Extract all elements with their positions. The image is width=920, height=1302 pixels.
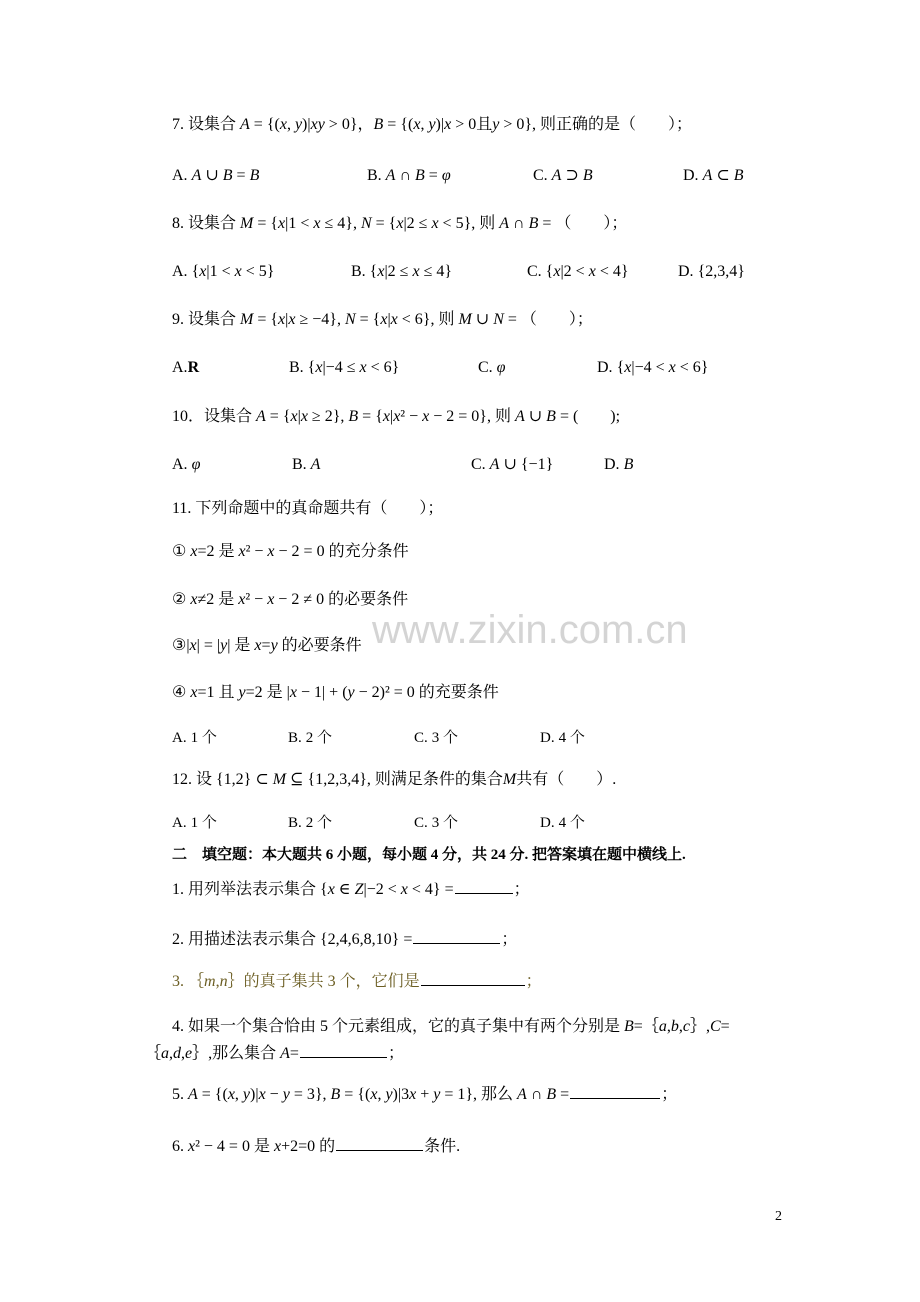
- math-variable: B: [733, 167, 744, 184]
- option-b: [367, 166, 451, 186]
- option-text: A ∪ {−1}: [489, 456, 554, 473]
- question-11-options: [0, 728, 920, 748]
- statement-3: ③|x| = |y| 是 x=y 的必要条件: [172, 637, 362, 654]
- option-a: [172, 358, 199, 378]
- statement-4: ④ x=1 且 y=2 是 |x − 1| + (y − 2)² = 0 的充要条件: [172, 684, 499, 701]
- option-c: [414, 728, 458, 748]
- math-variable: y: [294, 116, 303, 133]
- math-variable: A: [256, 408, 266, 425]
- option-text: {2,3,4}: [697, 263, 745, 280]
- math-variable: b: [670, 1018, 679, 1035]
- math-variable: y: [492, 116, 500, 133]
- answer-blank: [336, 1136, 423, 1151]
- statement-1: ① x=2 是 x² − x − 2 = 0 的充分条件: [172, 543, 409, 560]
- option-b: [288, 813, 332, 833]
- option-text: [624, 456, 634, 473]
- math-variable: y: [428, 116, 436, 133]
- math-variable: x: [199, 263, 207, 280]
- option-text: 2 个: [305, 730, 333, 746]
- option-text: 3 个: [431, 815, 459, 831]
- math-variable: x: [273, 1138, 282, 1155]
- math-variable: y: [220, 637, 228, 654]
- math-variable: A: [191, 167, 202, 184]
- answer-blank: [300, 1043, 387, 1058]
- answer-blank: [455, 879, 513, 894]
- option-label: A.: [172, 263, 188, 280]
- math-variable: x: [227, 1086, 235, 1103]
- math-variable: m: [204, 973, 216, 990]
- math-variable: B: [222, 167, 233, 184]
- option-text: 4 个: [558, 815, 585, 831]
- option-label: B.: [292, 456, 307, 473]
- fill-item-1: [172, 879, 530, 900]
- option-label: B.: [288, 815, 302, 831]
- math-variable: A: [385, 167, 396, 184]
- math-variable: A: [280, 1045, 290, 1062]
- option-label: A.: [172, 815, 187, 831]
- option-label: C.: [471, 456, 486, 473]
- option-text: 3 个: [431, 730, 459, 746]
- math-variable: B: [546, 408, 556, 425]
- option-d: [540, 813, 585, 833]
- math-variable: x: [258, 1086, 266, 1103]
- math-variable: A: [310, 456, 321, 473]
- answer-blank: [421, 971, 525, 986]
- option-text: [311, 456, 321, 473]
- math-variable: x: [444, 116, 452, 133]
- math-variable: A: [702, 167, 713, 184]
- math-variable: x: [290, 408, 298, 425]
- section-heading: 二 填空题：本大题共 6 小题，每小题 4 分，共 24 分. 把答案填在题中横线上.: [172, 847, 686, 863]
- fill-item-3: [172, 971, 542, 992]
- fill-item-text: 1. 用列举法表示集合 {x ∈ Z|−2 < x < 4} =: [172, 881, 454, 898]
- option-label: C.: [414, 815, 428, 831]
- math-variable: x: [422, 408, 430, 425]
- option-text: {x|2 < x < 4}: [545, 263, 629, 280]
- math-variable: x: [400, 881, 408, 898]
- math-variable: y: [317, 116, 325, 133]
- option-a: [172, 262, 274, 282]
- option-label: D.: [540, 815, 555, 831]
- fill-item-6: [172, 1136, 460, 1157]
- math-variable: x: [380, 311, 388, 328]
- option-label: B.: [288, 730, 302, 746]
- fill-item-5: [172, 1084, 677, 1105]
- fill-item-end: ；: [387, 1045, 404, 1062]
- math-variable: x: [370, 1086, 378, 1103]
- math-variable: x: [553, 263, 561, 280]
- math-variable: C: [709, 1018, 721, 1035]
- option-label: C.: [533, 167, 548, 184]
- math-variable: M: [502, 771, 517, 788]
- math-variable: y: [238, 684, 246, 701]
- math-variable: B: [330, 1086, 341, 1103]
- question-9-stem: 9. 设集合 M = {x|x ≥ −4}, N = {x|x < 6}, 则 M ∪ N = （ ）；: [172, 311, 593, 328]
- option-text: {x|2 ≤ x ≤ 4}: [369, 263, 453, 280]
- page-number: 2: [775, 1209, 782, 1224]
- math-variable: x: [377, 263, 385, 280]
- math-variable: x: [382, 408, 390, 425]
- math-variable: A: [188, 1086, 198, 1103]
- option-label: D.: [604, 456, 620, 473]
- option-d: [604, 455, 633, 475]
- math-variable: x: [396, 215, 404, 232]
- option-label: A.: [172, 359, 188, 376]
- math-variable: B: [582, 167, 593, 184]
- math-variable: B: [249, 167, 260, 184]
- question-12-options: [0, 813, 920, 833]
- option-c: [471, 455, 553, 475]
- option-text: A ⊂ B: [702, 167, 744, 184]
- math-variable: N: [344, 311, 356, 328]
- math-variable: x: [359, 359, 367, 376]
- option-label: C.: [478, 359, 493, 376]
- math-variable: B: [528, 215, 539, 232]
- math-variable: A: [499, 215, 510, 232]
- option-c: [527, 262, 629, 282]
- option-a: [172, 166, 259, 186]
- math-variable: x: [238, 543, 246, 560]
- option-b: [351, 262, 452, 282]
- fill-item-text: ｛a,d,e｝,那么集合 A=: [145, 1045, 299, 1062]
- math-variable: A: [551, 167, 562, 184]
- math-variable: x: [313, 215, 321, 232]
- math-variable: x: [412, 263, 420, 280]
- fill-item-end: ；: [661, 1086, 678, 1103]
- math-variable: x: [278, 311, 286, 328]
- option-label: D.: [683, 167, 699, 184]
- math-variable: a: [658, 1018, 667, 1035]
- option-c: [478, 358, 506, 378]
- math-variable: x: [188, 1138, 196, 1155]
- option-d: [540, 728, 585, 748]
- math-variable: d: [173, 1045, 182, 1062]
- math-variable: x: [289, 684, 297, 701]
- math-variable: M: [240, 215, 254, 232]
- math-variable: x: [315, 359, 323, 376]
- option-label: A.: [172, 456, 188, 473]
- fill-item-end: ；: [513, 881, 530, 898]
- math-variable: x: [393, 408, 401, 425]
- option-b: [289, 358, 399, 378]
- math-variable: x: [238, 591, 246, 608]
- math-variable: A: [514, 408, 525, 425]
- question-7-stem: 7. 设集合 A = {(x, y)|xy > 0}，B = {(x, y)|x > 0且y > 0}, 则正确的是（ ）；: [172, 116, 693, 133]
- math-variable: c: [682, 1018, 690, 1035]
- math-variable: x: [267, 591, 275, 608]
- question-10-stem: 10．设集合 A = {x|x ≥ 2}, B = {x|x² − x − 2 = 0}, 则 A ∪ B = ( );: [172, 408, 621, 425]
- math-variable: N: [493, 311, 504, 328]
- option-label: D.: [678, 263, 694, 280]
- math-variable: x: [254, 637, 262, 654]
- math-variable: x: [413, 116, 421, 133]
- option-text: A ⊃ B: [551, 167, 593, 184]
- math-variable: y: [282, 1086, 290, 1103]
- math-variable: x: [624, 359, 632, 376]
- math-variable: M: [458, 311, 472, 328]
- option-text: 2 个: [305, 815, 333, 831]
- math-variable: y: [347, 684, 355, 701]
- math-variable: B: [415, 167, 425, 184]
- option-label: C.: [414, 730, 428, 746]
- answer-blank: [570, 1084, 660, 1099]
- option-a: [172, 813, 217, 833]
- math-variable: B: [373, 116, 384, 133]
- fill-item-text: 5. A = {(x, y)|x − y = 3}, B = {(x, y)|3x + y = 1}, 那么 A ∩ B =: [172, 1086, 570, 1103]
- math-variable: n: [219, 973, 228, 990]
- option-a: [172, 455, 200, 475]
- fill-item-4-line-2: [145, 1043, 404, 1064]
- math-variable: a: [161, 1045, 170, 1062]
- option-text: 1 个: [190, 815, 217, 831]
- option-b: [288, 728, 332, 748]
- math-variable: x: [278, 215, 286, 232]
- math-variable: A: [489, 456, 500, 473]
- math-variable: B: [624, 1018, 634, 1035]
- math-variable: y: [270, 637, 278, 654]
- math-variable: N: [360, 215, 372, 232]
- math-variable: φ: [191, 456, 201, 473]
- option-text: 4 个: [558, 730, 585, 746]
- fill-item-end: 条件.: [424, 1138, 461, 1155]
- answer-blank: [413, 929, 500, 944]
- option-label: C.: [527, 263, 542, 280]
- math-variable: x: [267, 543, 275, 560]
- math-variable: y: [242, 1086, 251, 1103]
- option-text: {x|−4 ≤ x < 6}: [307, 359, 400, 376]
- option-a: [172, 728, 217, 748]
- math-variable: B: [348, 408, 359, 425]
- option-label: A.: [172, 167, 188, 184]
- option-label: D.: [540, 730, 555, 746]
- math-variable: x: [588, 263, 596, 280]
- math-variable: x: [288, 311, 296, 328]
- math-variable: x: [189, 637, 197, 654]
- option-text: 1 个: [190, 730, 217, 746]
- fill-item-end: ；: [525, 973, 542, 990]
- option-text: {x|1 < x < 5}: [191, 263, 275, 280]
- math-variable: x: [190, 591, 198, 608]
- question-12-stem: 12. 设 {1,2} ⊂ M ⊆ {1,2,3,4}, 则满足条件的集合M共有（ ）.: [172, 771, 617, 788]
- question-10-options: [0, 455, 920, 475]
- option-label: B.: [367, 167, 382, 184]
- option-label: B.: [351, 263, 366, 280]
- math-variable: φ: [496, 359, 506, 376]
- math-variable: M: [240, 311, 254, 328]
- math-variable: B: [546, 1086, 557, 1103]
- option-d: [683, 166, 744, 186]
- option-d: [597, 358, 708, 378]
- math-variable: φ: [441, 167, 451, 184]
- math-variable: x: [310, 116, 318, 133]
- math-variable: B: [623, 456, 634, 473]
- math-variable: x: [327, 881, 335, 898]
- math-variable: x: [300, 408, 308, 425]
- question-11-stem: 11. 下列命题中的真命题共有（ ）；: [172, 500, 444, 517]
- math-variable: x: [668, 359, 676, 376]
- option-c: [533, 166, 593, 186]
- option-label: B.: [289, 359, 304, 376]
- option-c: [414, 813, 458, 833]
- question-9-options: [0, 358, 920, 378]
- option-text: {x|−4 < x < 6}: [616, 359, 709, 376]
- option-d: [678, 262, 745, 282]
- statement-2: ② x≠2 是 x² − x − 2 ≠ 0 的必要条件: [172, 591, 409, 608]
- math-variable: e: [185, 1045, 193, 1062]
- option-b: [292, 455, 320, 475]
- math-variable: A: [517, 1086, 527, 1103]
- math-variable: x: [190, 543, 198, 560]
- option-text: R: [187, 359, 200, 376]
- fill-item-2: [172, 929, 517, 950]
- option-text: A ∪ B = B: [191, 167, 260, 184]
- question-8-stem: 8. 设集合 M = {x|1 < x ≤ 4}, N = {x|2 ≤ x < 5}, 则 A ∩ B = （ ）；: [172, 215, 628, 232]
- math-variable: y: [433, 1086, 441, 1103]
- math-variable: y: [385, 1086, 393, 1103]
- question-8-options: [0, 262, 920, 282]
- fill-item-text: 6. x² − 4 = 0 是 x+2=0 的: [172, 1138, 336, 1155]
- math-variable: x: [409, 1086, 417, 1103]
- math-variable: A: [240, 116, 250, 133]
- fill-item-text: 2. 用描述法表示集合 {2,4,6,8,10} =: [172, 931, 413, 948]
- math-variable: x: [190, 684, 198, 701]
- option-text: [497, 359, 506, 376]
- math-variable: x: [431, 215, 439, 232]
- math-variable: x: [390, 311, 398, 328]
- option-text: [192, 456, 201, 473]
- fill-item-4-line-1: 4. 如果一个集合恰由 5 个元素组成，它的真子集中有两个分别是 B=｛a,b,c｝,C=: [172, 1018, 730, 1035]
- option-label: D.: [597, 359, 613, 376]
- math-variable: x: [234, 263, 242, 280]
- watermark: www.zixin.com.cn: [372, 608, 688, 652]
- question-7-options: [0, 166, 920, 186]
- math-variable: Z: [354, 881, 364, 898]
- math-variable: x: [279, 116, 287, 133]
- option-label: A.: [172, 730, 187, 746]
- fill-item-end: ；: [501, 931, 518, 948]
- option-text: A ∩ B = φ: [385, 167, 451, 184]
- math-variable: M: [272, 771, 287, 788]
- fill-item-text: 3. ｛m,n｝的真子集共 3 个，它们是: [172, 973, 420, 990]
